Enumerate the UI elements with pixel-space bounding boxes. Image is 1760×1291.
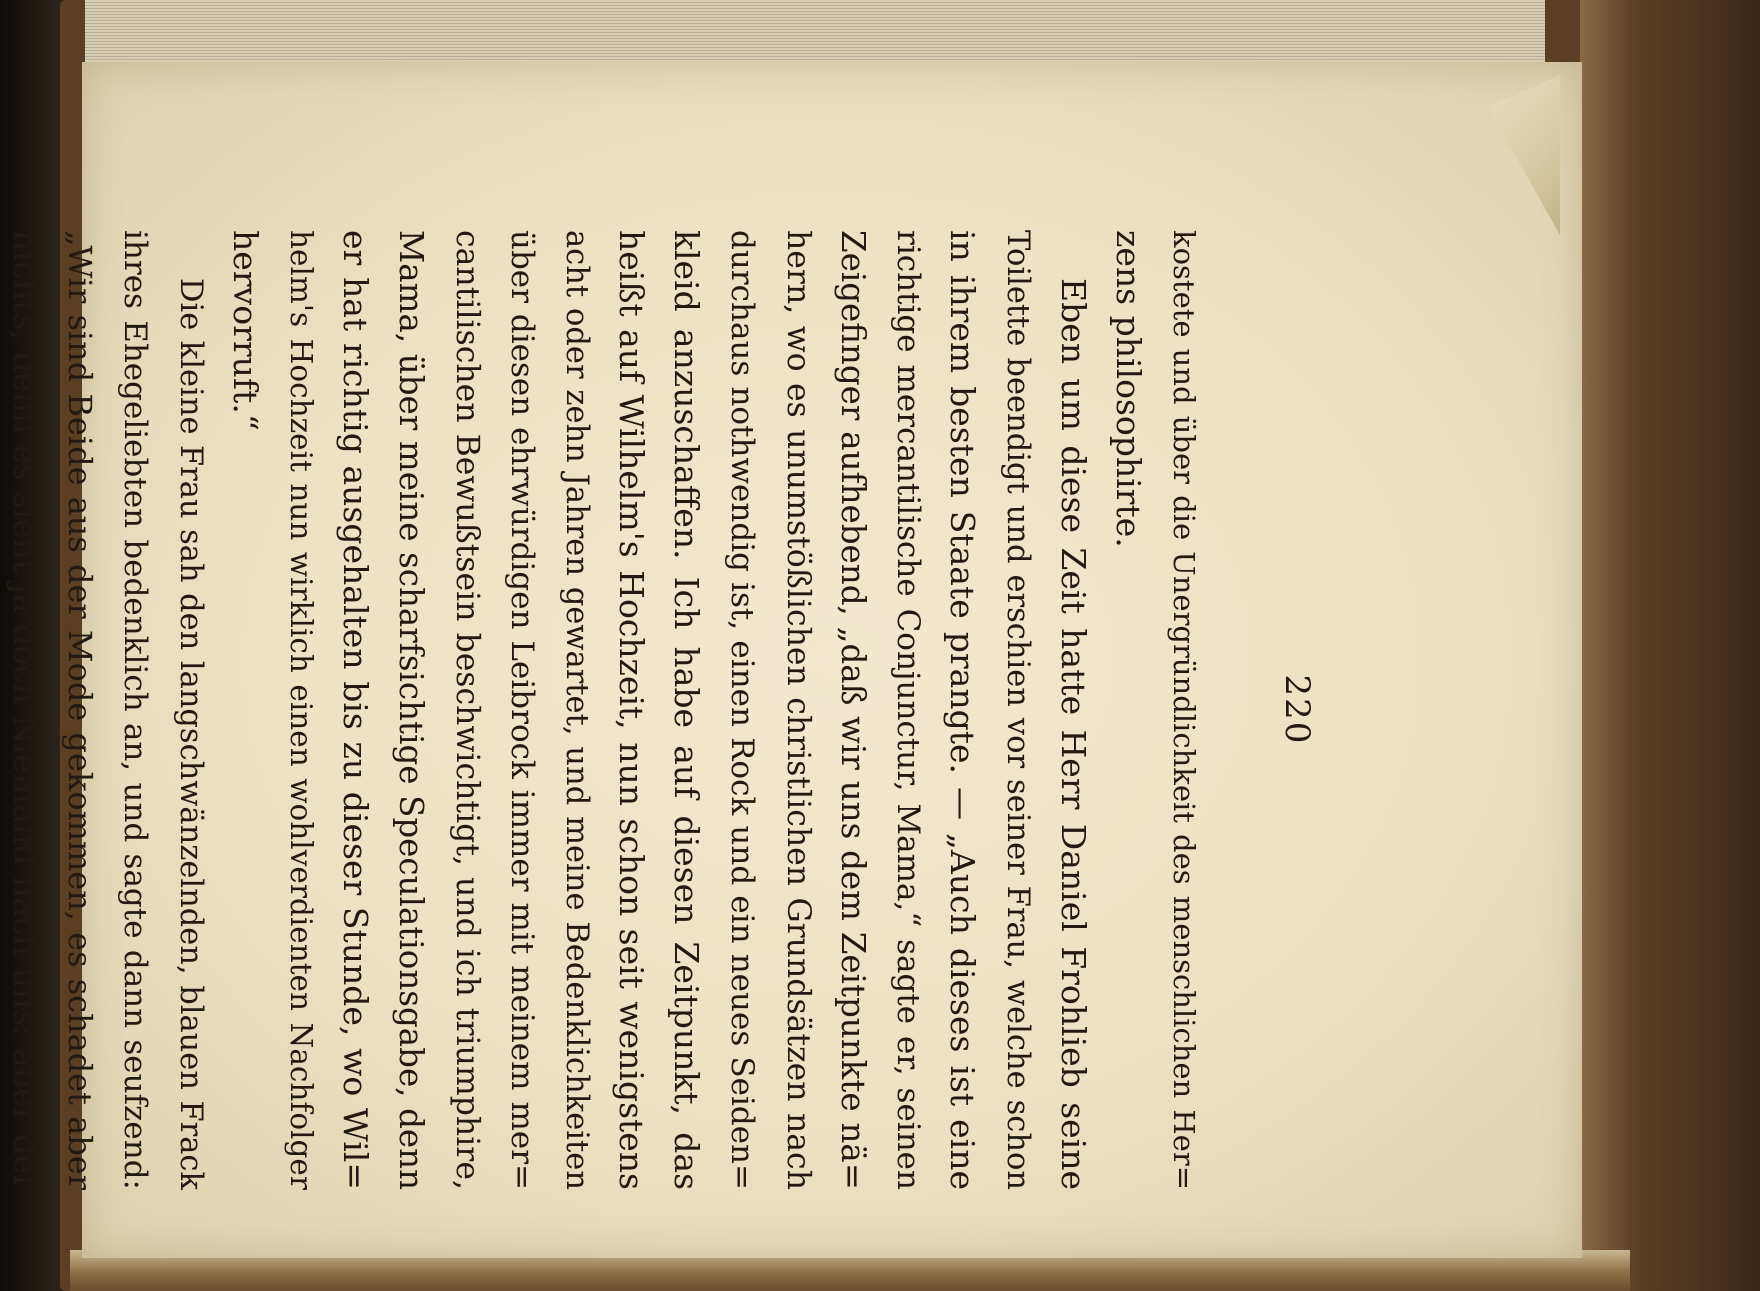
book-cover-edge (1580, 0, 1760, 1291)
text-line: Mama, über meine scharfsichtige Speculationsgabe, denn (392, 230, 431, 1190)
page-number: 220 (1277, 674, 1317, 746)
page-text-block (6, 230, 1321, 1190)
text-line: hern, wo es unumstößlichen christlichen Grundsätzen nach (779, 230, 816, 1190)
text-line: richtige mercantilische Conjunctur, Mama,“ sagte er, seinen (890, 230, 927, 1190)
text-line: durchaus nothwendig ist, einen Rock und ein neues Seiden= (724, 230, 761, 1190)
text-line: nichts, denn es sieht ja doch Niemand nach uns: aber der (6, 230, 45, 1190)
text-line: Toilette beendigt und erschien vor seiner Frau, welche schon (1000, 230, 1036, 1190)
text-line: acht oder zehn Jahren gewartet, und meine Bedenklichkeiten (558, 230, 594, 1190)
text-line: hervorruft.“ (225, 230, 265, 431)
text-line: cantilischen Bewußtsein beschwichtigt, und ich triumphire, (448, 230, 485, 1190)
text-line: er hat richtig ausgehalten bis zu dieser Stunde, wo Wil= (336, 230, 376, 1190)
text-line: kleid anzuschaffen. Ich habe auf diesen Zeitpunkt, das (667, 230, 707, 1190)
text-line: Die kleine Frau sah den langschwänzelnden, blauen Frack (172, 278, 208, 1190)
text-line: zens philosophirte. (1108, 230, 1148, 548)
text-line: „Wir sind Beide aus der Mode gekommen, es schadet aber (61, 230, 100, 1190)
text-line: kostete und über die Unergründlichkeit des menschlichen Her= (1167, 230, 1201, 1190)
text-line: in ihrem besten Staate prangte. — „Auch dieses ist eine (943, 230, 983, 1190)
text-line: Eben um diese Zeit hatte Herr Daniel Frohlieb seine (1053, 278, 1093, 1190)
text-line: ihres Ehegeliebten bedenklich an, und sagte dann seufzend: (117, 230, 154, 1190)
text-line: helm's Hochzeit nun wirklich einen wohlverdienten Nachfolger (284, 230, 318, 1190)
text-line: heißt auf Wilhelm's Hochzeit, nun schon seit wenigstens (612, 230, 652, 1190)
text-lines (0, 230, 1211, 1190)
text-line: über diesen ehrwürdigen Leibrock immer mit meinem mer= (503, 230, 540, 1190)
text-line: Zeigefinger aufhebend, „daß wir uns dem Zeitpunkte nä= (833, 230, 872, 1190)
